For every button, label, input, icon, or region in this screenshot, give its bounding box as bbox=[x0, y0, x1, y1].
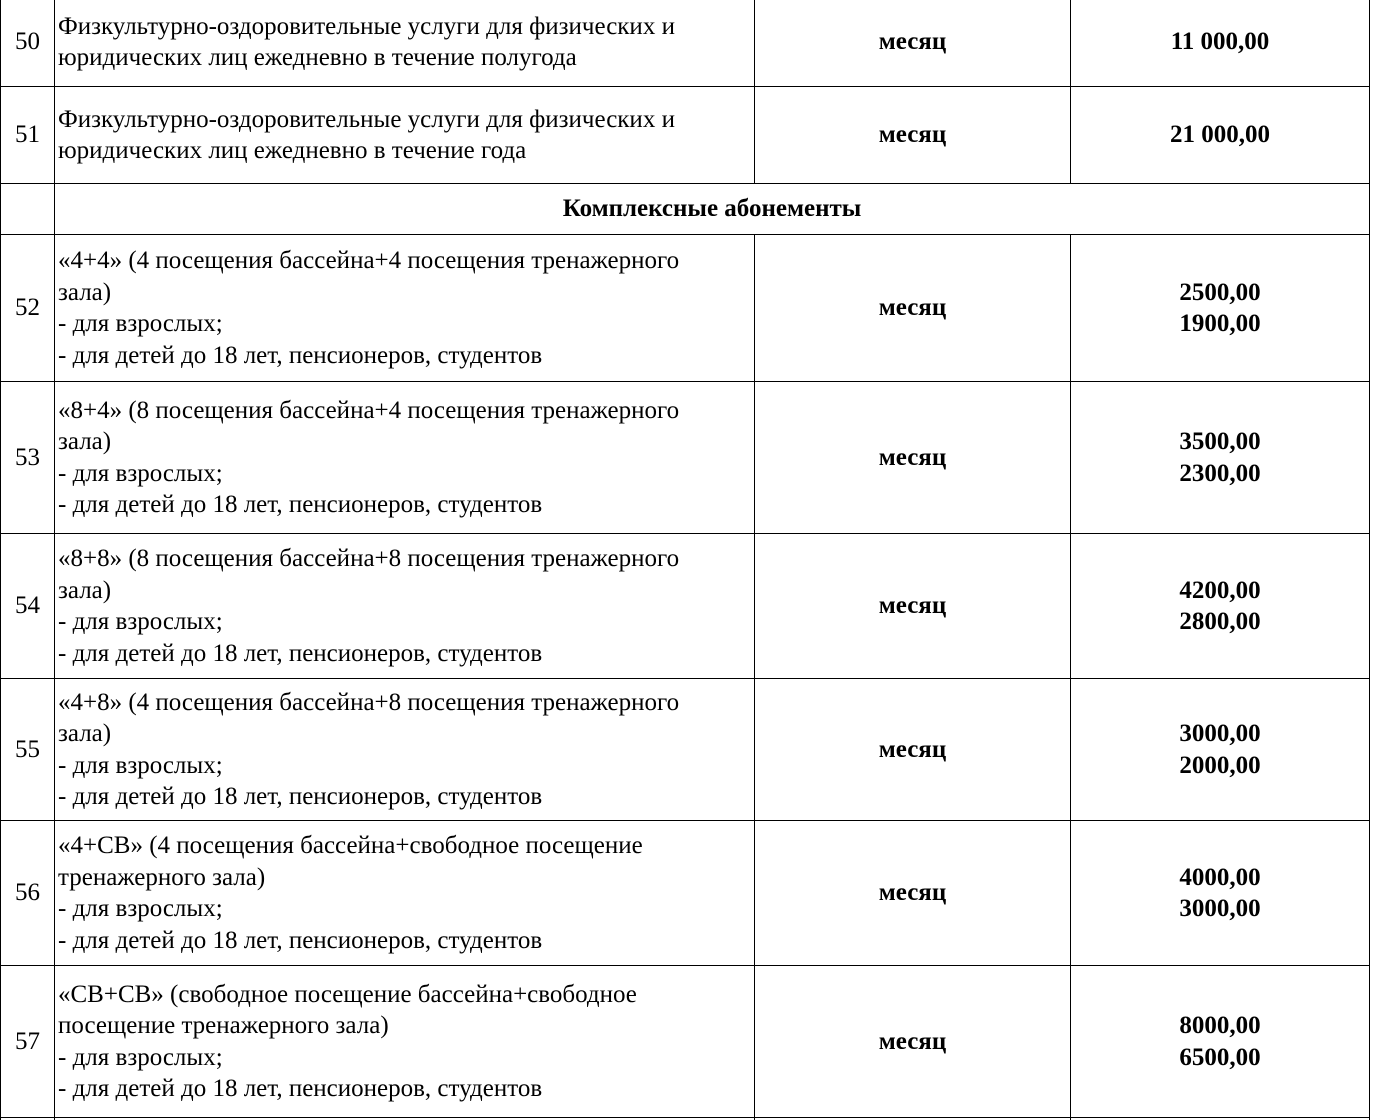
price-list bbox=[1179, 575, 1260, 638]
unit-label: месяц bbox=[878, 294, 947, 322]
table-row bbox=[1, 235, 1370, 382]
description-line: Физкультурно-оздоровительные услуги для физических и bbox=[58, 12, 675, 40]
description-line: - для взрослых; bbox=[58, 751, 223, 779]
description-line: «8+4» (8 посещения бассейна+4 посещения тренажерного bbox=[58, 396, 680, 424]
description-line: зала) bbox=[58, 278, 112, 306]
description-line: - для детей до 18 лет, пенсионеров, студентов bbox=[58, 926, 543, 954]
service-description bbox=[55, 679, 755, 821]
description-line: - для детей до 18 лет, пенсионеров, студентов bbox=[58, 491, 543, 518]
service-description bbox=[55, 235, 755, 382]
price-cell bbox=[1071, 966, 1370, 1118]
unit-label: месяц bbox=[878, 592, 947, 620]
table-row bbox=[1, 382, 1370, 534]
row-number: 56 bbox=[1, 821, 55, 966]
table-row bbox=[1, 821, 1370, 966]
price-reduced: 6500,00 bbox=[1179, 1043, 1261, 1071]
description-line: - для взрослых; bbox=[58, 459, 223, 487]
row-number: 53 bbox=[1, 382, 55, 534]
service-description bbox=[55, 382, 755, 534]
description-line: юридических лиц ежедневно в течение полугода bbox=[58, 44, 577, 71]
price-adult: 3000,00 bbox=[1179, 720, 1261, 747]
unit-label: месяц bbox=[878, 121, 947, 149]
price-adult: 4200,00 bbox=[1179, 576, 1261, 604]
price-reduced: 2800,00 bbox=[1179, 608, 1261, 635]
price-reduced: 2300,00 bbox=[1179, 459, 1261, 487]
description-line: «4+4» (4 посещения бассейна+4 посещения тренажерного bbox=[58, 247, 680, 274]
description-line: юридических лиц ежедневно в течение года bbox=[58, 137, 527, 164]
price-adult: 2500,00 bbox=[1179, 278, 1261, 306]
row-number: 54 bbox=[1, 534, 55, 679]
description-line: тренажерного зала) bbox=[58, 863, 266, 891]
price-adult: 8000,00 bbox=[1179, 1012, 1261, 1039]
unit-cell bbox=[755, 0, 1071, 87]
price-cell bbox=[1071, 534, 1370, 679]
unit-cell bbox=[755, 382, 1071, 534]
unit-label: месяц bbox=[878, 28, 947, 56]
table-row bbox=[1, 966, 1370, 1118]
price-list bbox=[1179, 426, 1260, 489]
description-line: - для детей до 18 лет, пенсионеров, студентов bbox=[58, 341, 543, 369]
price-cell bbox=[1071, 679, 1370, 821]
description-line: «8+8» (8 посещения бассейна+8 посещения тренажерного bbox=[58, 545, 680, 572]
unit-cell bbox=[755, 966, 1071, 1118]
price-cell bbox=[1071, 87, 1370, 184]
price-value: 11 000,00 bbox=[1170, 28, 1270, 56]
description-line: зала) bbox=[58, 576, 112, 604]
service-description bbox=[55, 821, 755, 966]
unit-cell bbox=[755, 235, 1071, 382]
price-list bbox=[1179, 862, 1260, 925]
price-adult: 3500,00 bbox=[1179, 428, 1261, 455]
service-description bbox=[55, 0, 755, 87]
description-line: Физкультурно-оздоровительные услуги для физических и bbox=[58, 105, 675, 133]
price-list bbox=[1179, 718, 1260, 781]
description-line: - для детей до 18 лет, пенсионеров, студентов bbox=[58, 1075, 543, 1102]
price-cell bbox=[1071, 382, 1370, 534]
description-line: - для взрослых; bbox=[58, 310, 223, 337]
unit-cell bbox=[755, 87, 1071, 184]
unit-cell bbox=[755, 534, 1071, 679]
description-line: - для взрослых; bbox=[58, 1043, 223, 1071]
table-row bbox=[1, 87, 1370, 184]
table-row bbox=[1, 0, 1370, 87]
unit-cell bbox=[755, 679, 1071, 821]
section-row bbox=[1, 184, 1370, 235]
description-line: «4+8» (4 посещения бассейна+8 посещения тренажерного bbox=[58, 688, 680, 716]
row-number: 55 bbox=[1, 679, 55, 821]
description-line: зала) bbox=[58, 428, 112, 455]
service-description bbox=[55, 966, 755, 1118]
price-reduced: 1900,00 bbox=[1179, 310, 1261, 337]
row-number: 57 bbox=[1, 966, 55, 1118]
price-cell bbox=[1071, 0, 1370, 87]
row-number: 52 bbox=[1, 235, 55, 382]
description-line: «СВ+СВ» (свободное посещение бассейна+свободное bbox=[58, 980, 637, 1008]
unit-label: месяц bbox=[878, 443, 947, 471]
empty-number-cell bbox=[1, 184, 55, 235]
unit-label: месяц bbox=[878, 735, 947, 763]
description-line: - для взрослых; bbox=[58, 608, 223, 635]
unit-label: месяц bbox=[878, 1027, 947, 1055]
price-adult: 4000,00 bbox=[1179, 863, 1261, 891]
price-cell bbox=[1071, 821, 1370, 966]
price-list bbox=[1179, 277, 1260, 340]
description-line: - для взрослых; bbox=[58, 895, 223, 922]
price-reduced: 2000,00 bbox=[1179, 751, 1261, 779]
price-cell bbox=[1071, 235, 1370, 382]
price-value: 21 000,00 bbox=[1170, 121, 1270, 149]
price-list bbox=[1179, 1010, 1260, 1073]
section-title: Комплексные абонементы bbox=[55, 184, 1370, 235]
description-line: зала) bbox=[58, 720, 112, 747]
row-number: 51 bbox=[1, 87, 55, 184]
unit-cell bbox=[755, 821, 1071, 966]
price-reduced: 3000,00 bbox=[1179, 895, 1261, 922]
description-line: посещение тренажерного зала) bbox=[58, 1012, 389, 1039]
table-row bbox=[1, 679, 1370, 821]
description-line: «4+СВ» (4 посещения бассейна+свободное посещение bbox=[58, 832, 643, 859]
table-row bbox=[1, 534, 1370, 679]
service-description bbox=[55, 87, 755, 184]
description-line: - для детей до 18 лет, пенсионеров, студентов bbox=[58, 783, 543, 810]
description-line: - для детей до 18 лет, пенсионеров, студентов bbox=[58, 639, 543, 667]
row-number: 50 bbox=[1, 0, 55, 87]
service-description bbox=[55, 534, 755, 679]
unit-label: месяц bbox=[878, 879, 947, 907]
